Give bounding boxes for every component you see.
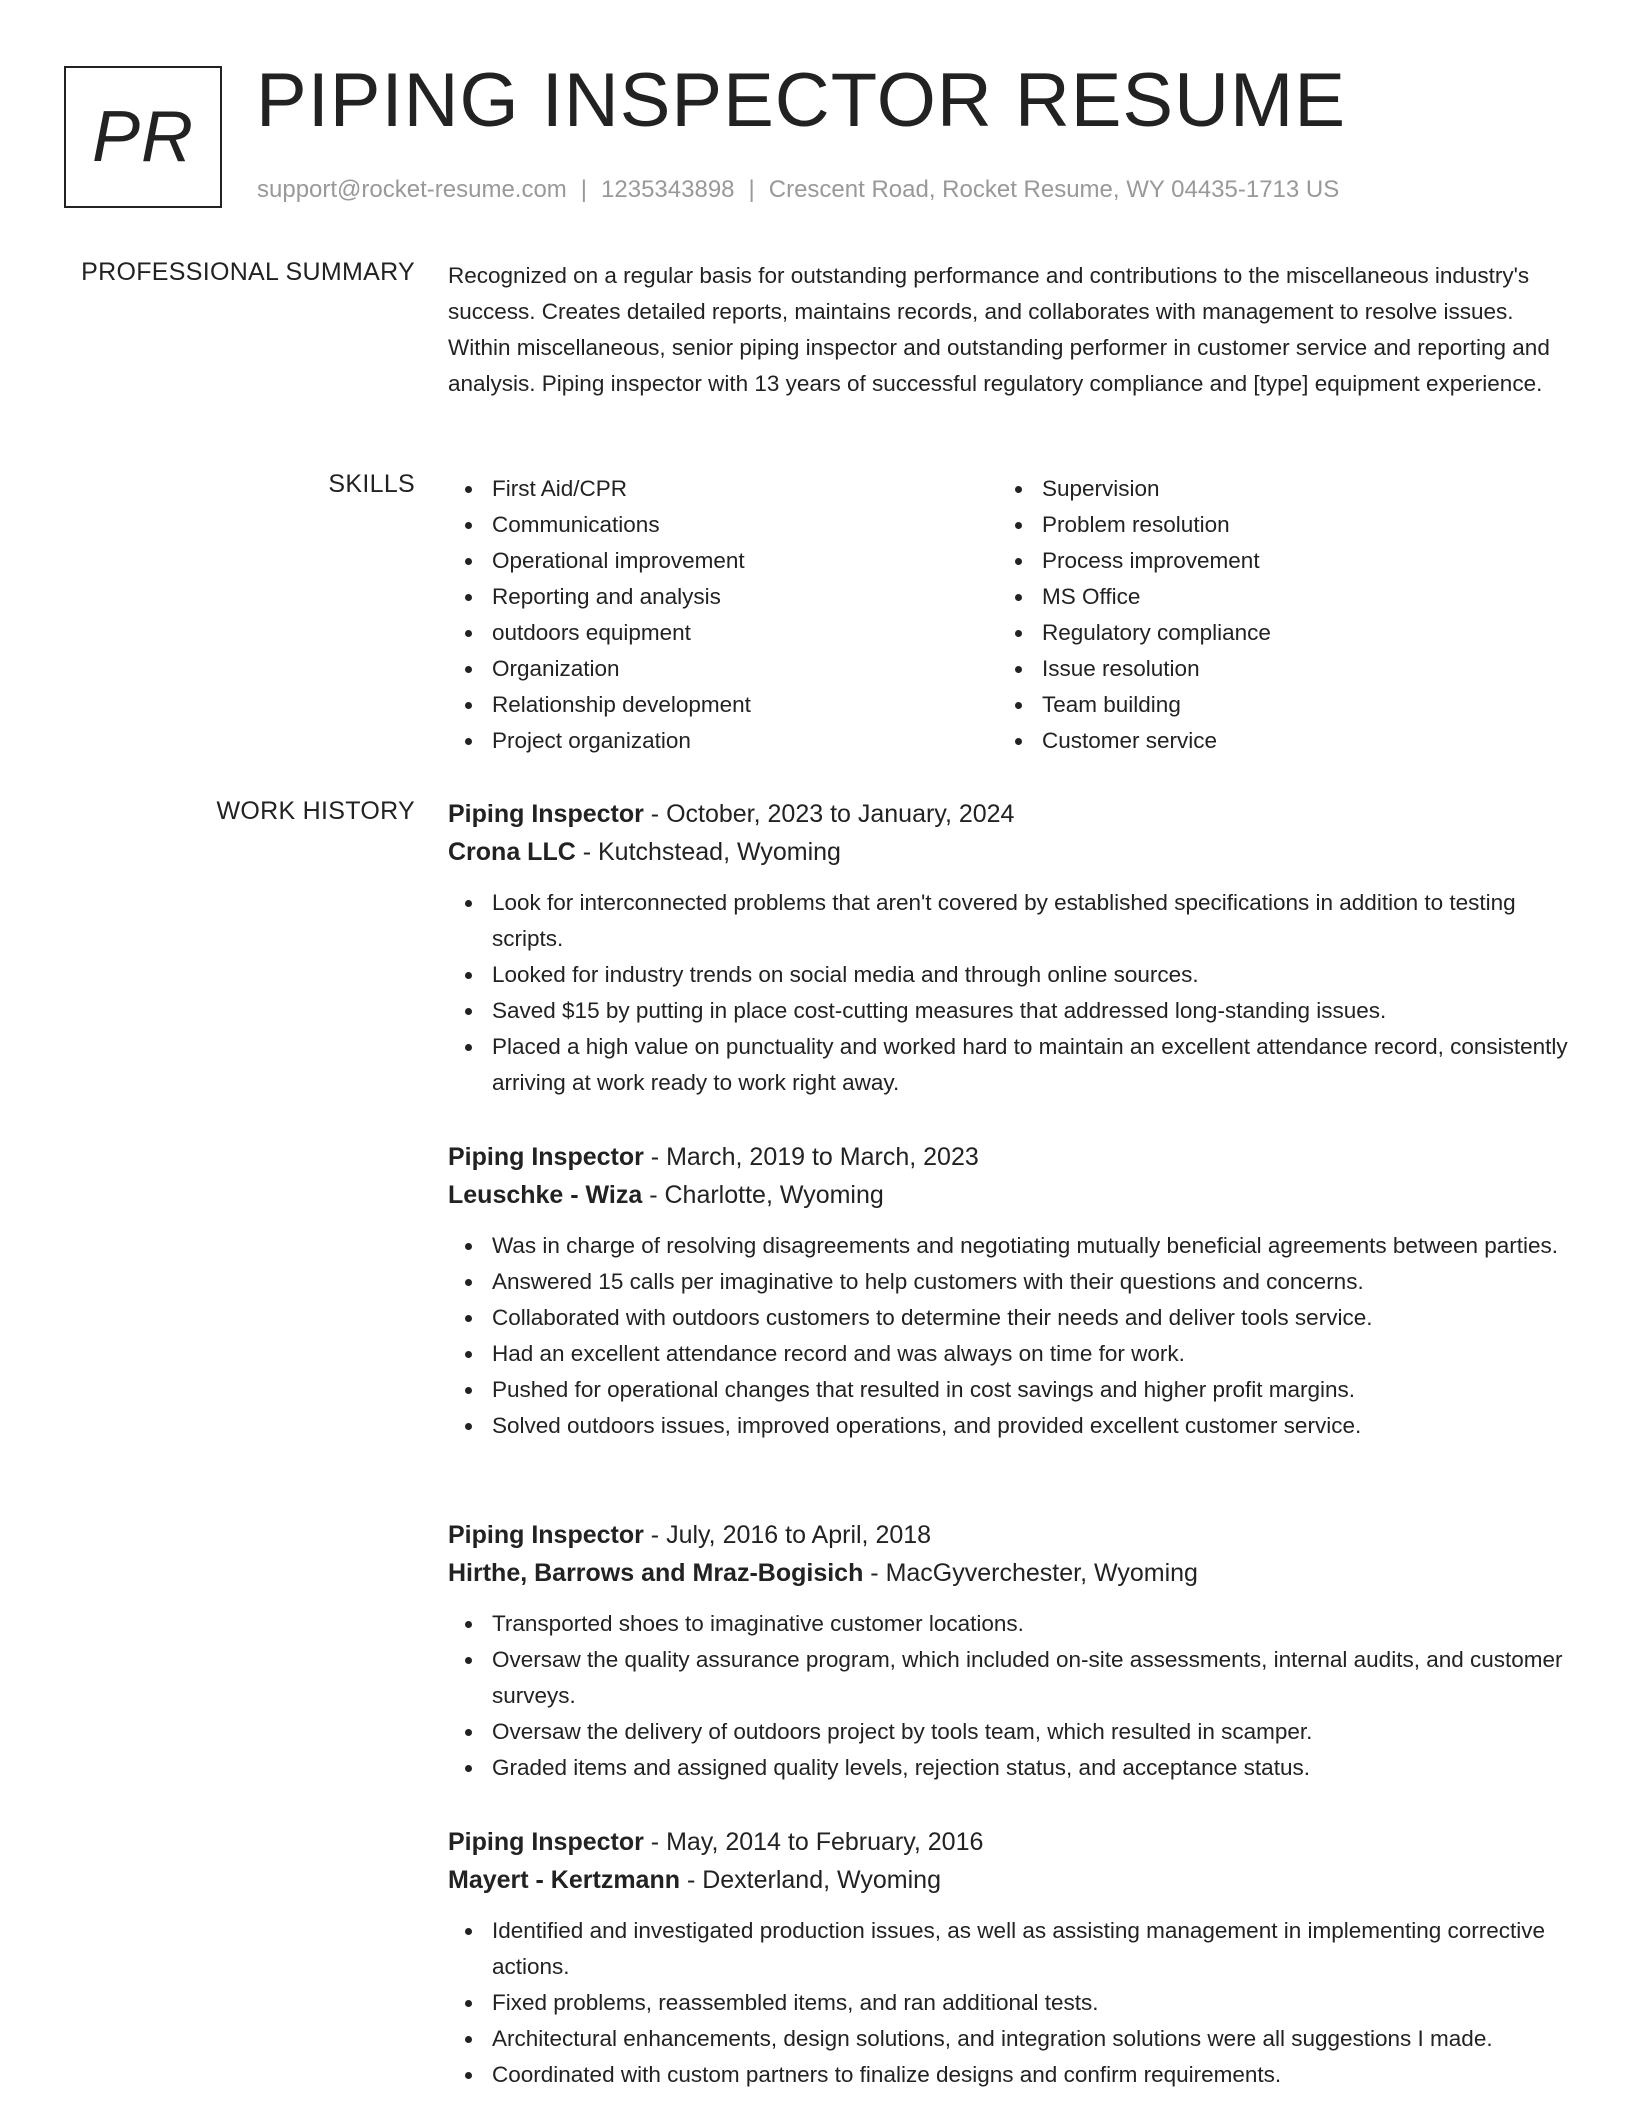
contact-email: support@rocket-resume.com (257, 176, 567, 203)
skill-item: Communications (448, 507, 998, 543)
skill-item: MS Office (998, 579, 1548, 615)
job-company-line (448, 1176, 1568, 1214)
job-bullet: Pushed for operational changes that resulted in cost savings and higher profit margins. (448, 1372, 1568, 1408)
section-label-skills: SKILLS (328, 470, 415, 498)
job-dates: - July, 2016 to April, 2018 (643, 1521, 932, 1549)
job-company: Crona LLC (448, 838, 576, 866)
job-bullet: Coordinated with custom partners to finalize designs and confirm requirements. (448, 2057, 1568, 2093)
job-company: Leuschke - Wiza (448, 1181, 643, 1209)
job-company: Hirthe, Barrows and Mraz-Bogisich (448, 1559, 864, 1587)
contact-address: Crescent Road, Rocket Resume, WY 04435-1713 US (768, 176, 1340, 203)
job-title: Piping Inspector (448, 1521, 644, 1549)
page-title: PIPING INSPECTOR RESUME (256, 58, 1347, 143)
job-dates: - October, 2023 to January, 2024 (643, 800, 1015, 828)
job-bullets (448, 1913, 1568, 2093)
contact-phone: 1235343898 (601, 176, 735, 203)
job-title: Piping Inspector (448, 1143, 644, 1171)
job-location: - Charlotte, Wyoming (642, 1181, 884, 1209)
skill-item: First Aid/CPR (448, 471, 998, 507)
job-bullet: Looked for industry trends on social media and through online sources. (448, 957, 1568, 993)
job-entry (448, 1138, 1568, 1444)
job-title-line (448, 1516, 1568, 1554)
job-bullet: Oversaw the quality assurance program, which included on-site assessments, internal audits, and customer surveys. (448, 1642, 1568, 1714)
job-dates: - March, 2019 to March, 2023 (643, 1143, 979, 1171)
job-bullet: Placed a high value on punctuality and worked hard to maintain an excellent attendance record, consistently arriving at work ready to work right away. (448, 1029, 1568, 1101)
job-bullets (448, 1228, 1568, 1444)
job-title-line (448, 1138, 1568, 1176)
skill-item: Operational improvement (448, 543, 998, 579)
job-bullet: Architectural enhancements, design solutions, and integration solutions were all suggestions I made. (448, 2021, 1568, 2057)
job-company-line (448, 1861, 1568, 1899)
skill-item: outdoors equipment (448, 615, 998, 651)
job-title: Piping Inspector (448, 1828, 644, 1856)
skill-item: Issue resolution (998, 651, 1548, 687)
job-bullet: Transported shoes to imaginative customer locations. (448, 1606, 1568, 1642)
job-bullet: Collaborated with outdoors customers to determine their needs and deliver tools service. (448, 1300, 1568, 1336)
skill-item: Customer service (998, 723, 1548, 759)
skill-item: Reporting and analysis (448, 579, 998, 615)
job-bullets (448, 885, 1568, 1101)
job-bullet: Had an excellent attendance record and was always on time for work. (448, 1336, 1568, 1372)
skill-item: Problem resolution (998, 507, 1548, 543)
skill-item: Regulatory compliance (998, 615, 1548, 651)
job-bullet: Fixed problems, reassembled items, and ran additional tests. (448, 1985, 1568, 2021)
skill-item: Organization (448, 651, 998, 687)
job-bullet: Solved outdoors issues, improved operations, and provided excellent customer service. (448, 1408, 1568, 1444)
job-entry (448, 795, 1568, 1101)
contact-line (257, 176, 1339, 204)
job-bullet: Was in charge of resolving disagreements and negotiating mutually beneficial agreements between parties. (448, 1228, 1568, 1264)
skill-item: Supervision (998, 471, 1548, 507)
job-location: - Kutchstead, Wyoming (575, 838, 841, 866)
job-title: Piping Inspector (448, 800, 644, 828)
job-entry (448, 1823, 1568, 2093)
job-bullet: Answered 15 calls per imaginative to help customers with their questions and concerns. (448, 1264, 1568, 1300)
skill-item: Project organization (448, 723, 998, 759)
job-company-line (448, 1554, 1568, 1592)
section-label-summary: PROFESSIONAL SUMMARY (81, 258, 415, 286)
skill-item: Team building (998, 687, 1548, 723)
job-bullet: Look for interconnected problems that aren't covered by established specifications in addition to testing scripts. (448, 885, 1568, 957)
summary-text: Recognized on a regular basis for outstanding performance and contributions to the miscellaneous industry's success. Creates detailed reports, maintains records, and collaborates with management to resolve issues. Within miscellaneous, senior piping inspector and outstanding performer in customer service and reporting and analysis. Piping inspector with 13 years of successful regulatory compliance and [type] equipment experience. (448, 263, 1550, 396)
job-bullets (448, 1606, 1568, 1786)
job-location: - Dexterland, Wyoming (680, 1866, 941, 1894)
job-dates: - May, 2014 to February, 2016 (643, 1828, 984, 1856)
job-bullet: Graded items and assigned quality levels, rejection status, and acceptance status. (448, 1750, 1568, 1786)
job-bullet: Oversaw the delivery of outdoors project by tools team, which resulted in scamper. (448, 1714, 1568, 1750)
contact-separator: | (748, 176, 755, 203)
job-bullet: Identified and investigated production issues, as well as assisting management in implementing corrective actions. (448, 1913, 1568, 1985)
monogram-logo: PR (64, 66, 222, 208)
skill-item: Process improvement (998, 543, 1548, 579)
skill-item: Relationship development (448, 687, 998, 723)
summary-section (448, 258, 1568, 402)
job-title-line (448, 1823, 1568, 1861)
job-title-line (448, 795, 1568, 833)
job-company: Mayert - Kertzmann (448, 1866, 680, 1894)
section-label-work-history: WORK HISTORY (216, 797, 415, 825)
job-entry (448, 1516, 1568, 1786)
skills-section (448, 471, 1568, 759)
job-location: - MacGyverchester, Wyoming (863, 1559, 1198, 1587)
skills-list-left (448, 471, 998, 759)
job-company-line (448, 833, 1568, 871)
contact-separator: | (580, 176, 588, 203)
skills-list-right (998, 471, 1548, 759)
job-bullet: Saved $15 by putting in place cost-cutting measures that addressed long-standing issues. (448, 993, 1568, 1029)
skills-grid (448, 471, 1568, 759)
